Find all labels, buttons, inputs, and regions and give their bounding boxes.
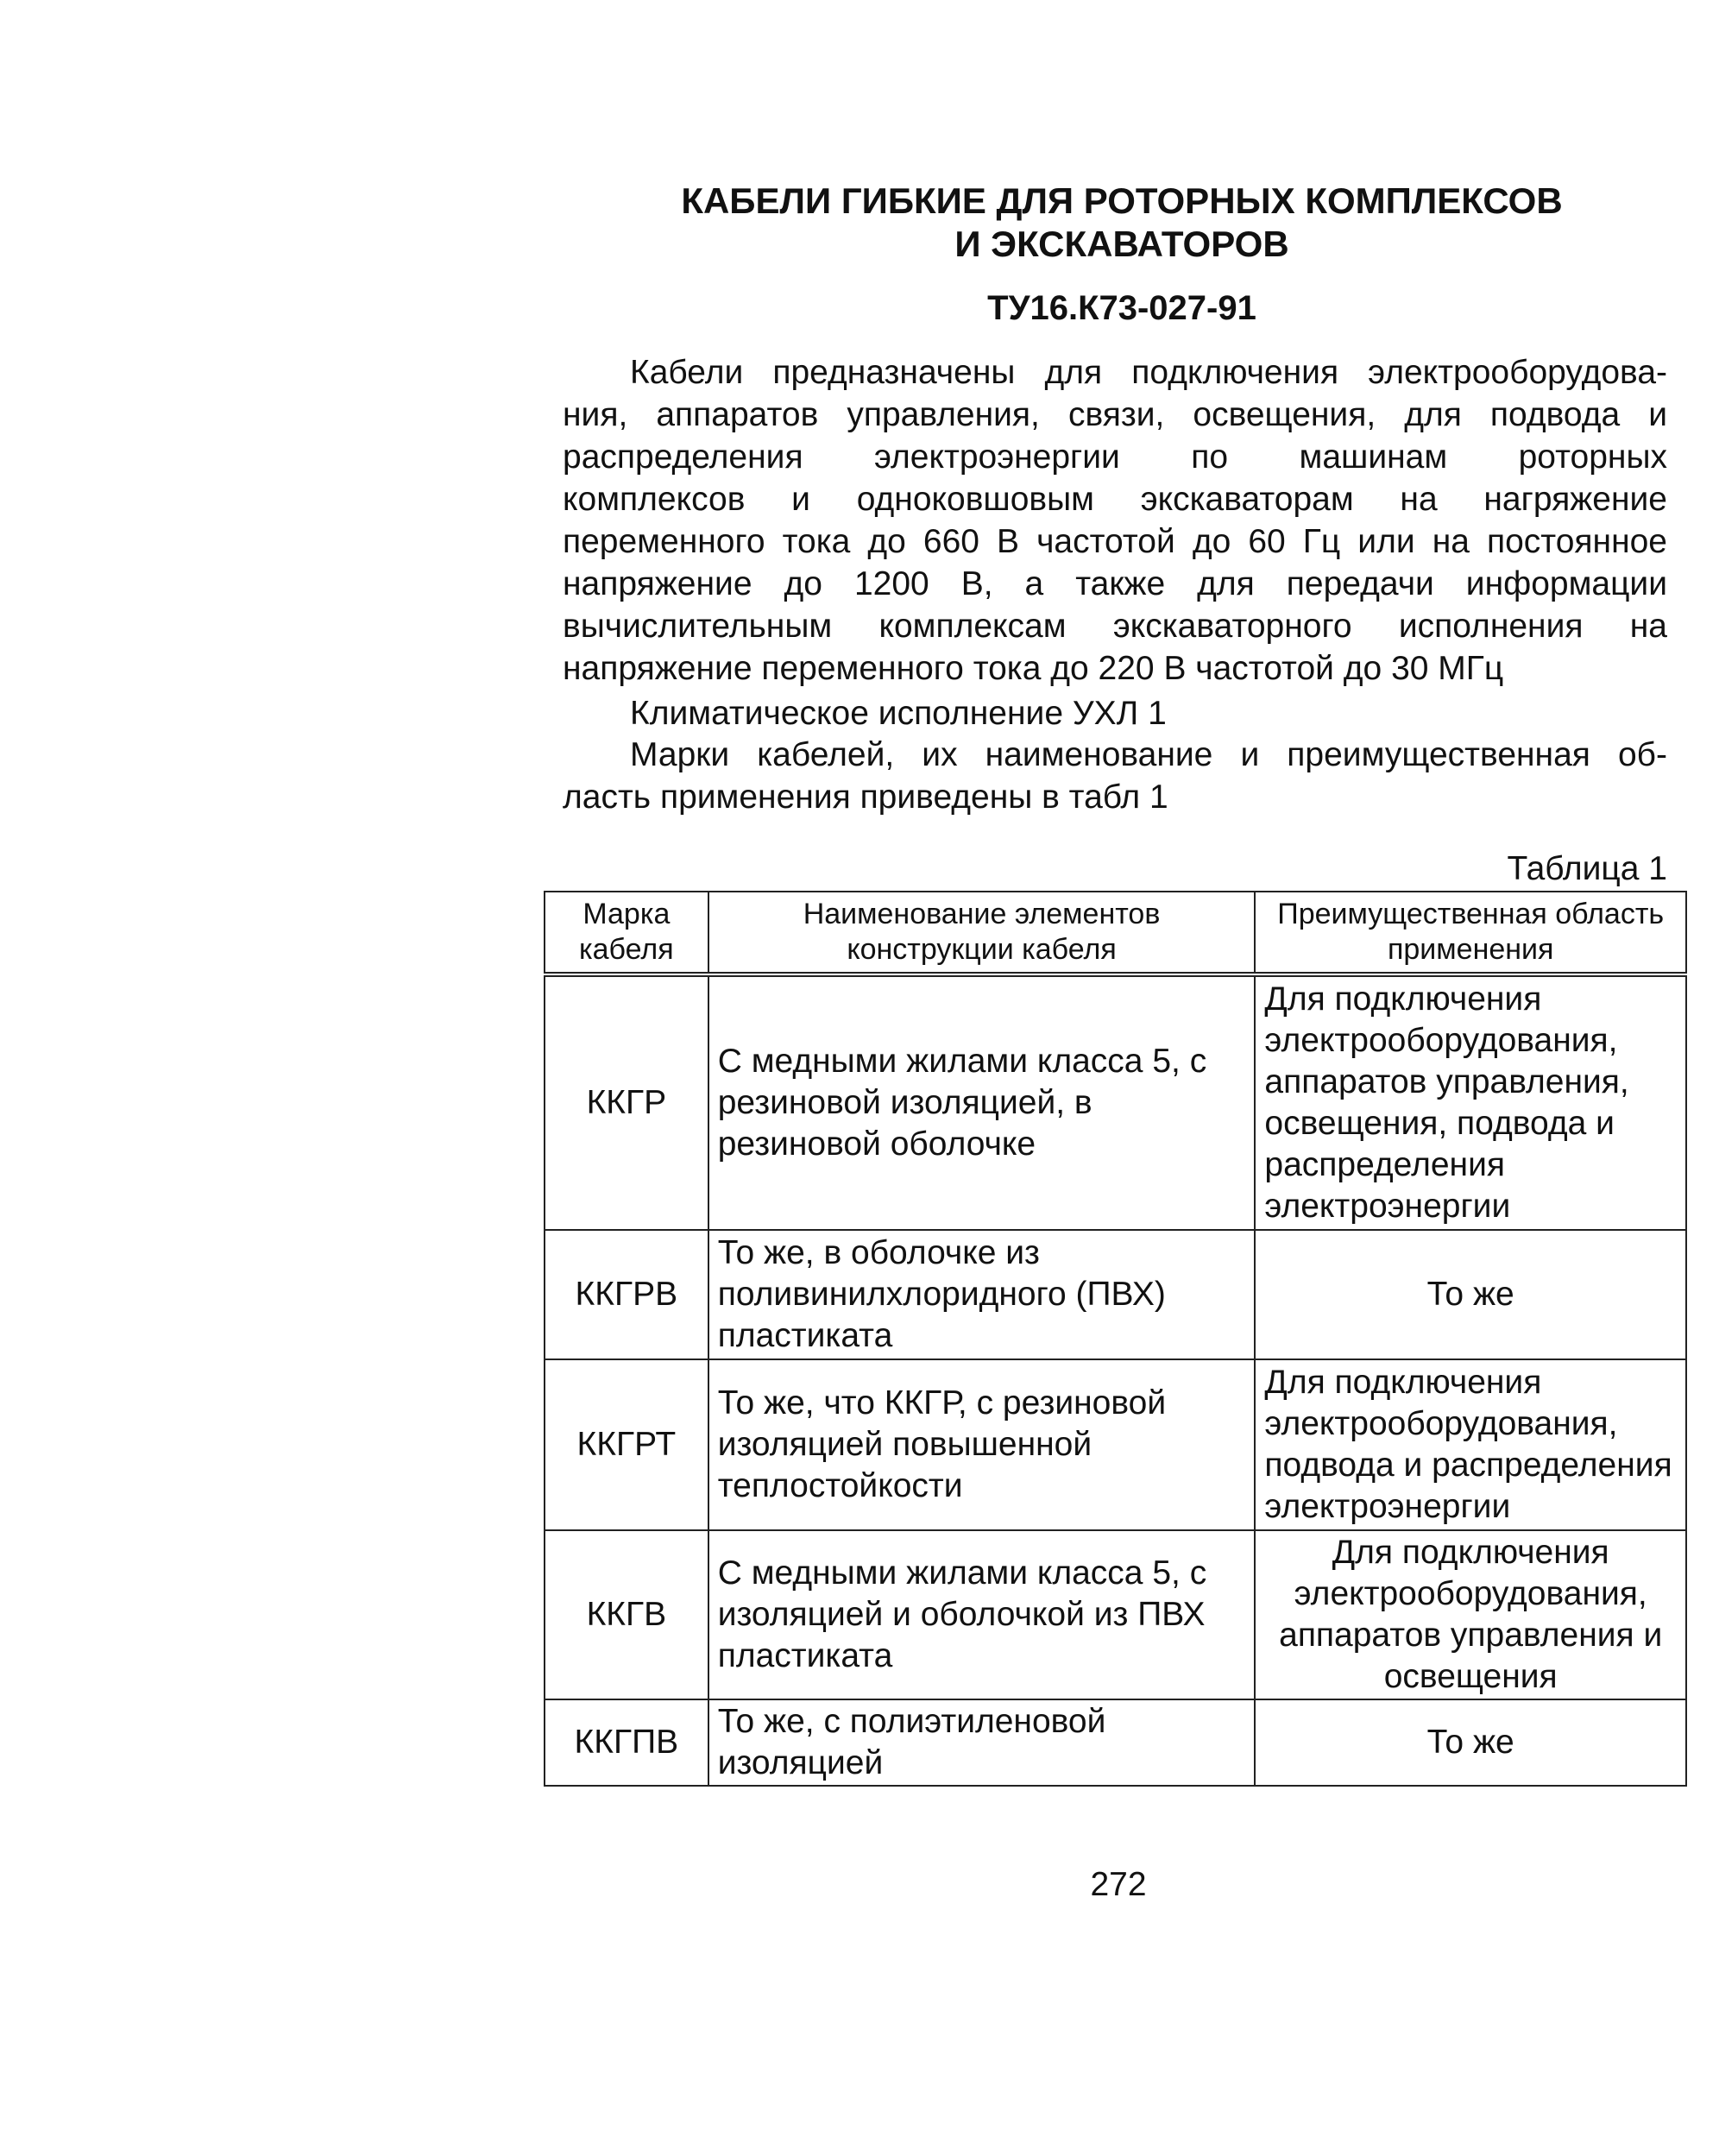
header-application: Преимущественная область применения <box>1255 892 1686 974</box>
climate-paragraph <box>630 692 1719 734</box>
table-reference-paragraph <box>563 734 1667 818</box>
intro-paragraph <box>563 351 1667 690</box>
table-reference-line: ласть применения приведены в табл 1 <box>563 779 1168 816</box>
cell-application: Для подключения электрооборудования, аппаратов управления, освещения, подвода и распределения электроэнергии <box>1255 974 1686 1230</box>
cell-mark: ККГР <box>545 974 708 1230</box>
cell-design: То же, с полиэтиленовой изоляцией <box>708 1699 1256 1786</box>
cable-table <box>544 891 1687 1787</box>
header-design: Наименование элементов конструкции кабеля <box>708 892 1256 974</box>
specification-code: ТУ16.К73-027-91 <box>987 289 1256 327</box>
table-row <box>545 974 1686 1230</box>
intro-line: ния, аппаратов управления, связи, освещения, для подвода и <box>563 396 1667 433</box>
cell-mark: ККГРВ <box>545 1230 708 1359</box>
cell-mark: ККГРТ <box>545 1359 708 1530</box>
document-title-line-2: И ЭКСКАВАТОРОВ <box>954 224 1289 264</box>
header-mark: Марка кабеля <box>545 892 708 974</box>
document-title-line-1: КАБЕЛИ ГИБКИЕ ДЛЯ РОТОРНЫХ КОМПЛЕКСОВ <box>681 180 1563 221</box>
cell-design: С медными жилами класса 5, с изоляцией и оболочкой из ПВХ пластиката <box>708 1530 1256 1699</box>
cell-mark: ККГВ <box>545 1530 708 1699</box>
table-row <box>545 1699 1686 1786</box>
cell-design: То же, что ККГР, с резиновой изоляцией повышенной теплостойкости <box>708 1359 1256 1530</box>
table-row <box>545 1530 1686 1699</box>
intro-line: Кабели предназначены для подключения электрооборудова- <box>630 354 1667 391</box>
table-row <box>545 1230 1686 1359</box>
cell-application: Для подключения электрооборудования, аппаратов управления и освещения <box>1255 1530 1686 1699</box>
cell-application: Для подключения электрооборудования, подвода и распределения электроэнергии <box>1255 1359 1686 1530</box>
cell-application: То же <box>1255 1230 1686 1359</box>
cell-mark: ККГПВ <box>545 1699 708 1786</box>
intro-line: распределения электроэнергии по машинам роторных <box>563 438 1667 476</box>
page-number: 272 <box>1090 1866 1147 1903</box>
table-reference-line: Марки кабелей, их наименование и преимущественная об- <box>630 736 1667 773</box>
table-header-row <box>545 892 1686 974</box>
cell-design: С медными жилами класса 5, с резиновой изоляцией, в резиновой оболочке <box>708 974 1256 1230</box>
intro-line: напряжение до 1200 В, а также для передачи информации <box>563 565 1667 602</box>
cell-design: То же, в оболочке из поливинилхлоридного (ПВХ) пластиката <box>708 1230 1256 1359</box>
table-row <box>545 1359 1686 1530</box>
intro-line: напряжение переменного тока до 220 В частотой до 30 МГц <box>563 650 1504 687</box>
intro-line: переменного тока до 660 В частотой до 60 Гц или на постоянное <box>563 523 1667 560</box>
intro-line: комплексов и одноковшовым экскаваторам на нагряжение <box>563 481 1667 518</box>
climate-text: Климатическое исполнение УХЛ 1 <box>630 695 1167 732</box>
table-label: Таблица 1 <box>1507 850 1667 887</box>
page-number-container <box>0 1866 1719 1904</box>
cell-application: То же <box>1255 1699 1686 1786</box>
intro-line: вычислительным комплексам экскаваторного исполнения на <box>563 608 1667 645</box>
